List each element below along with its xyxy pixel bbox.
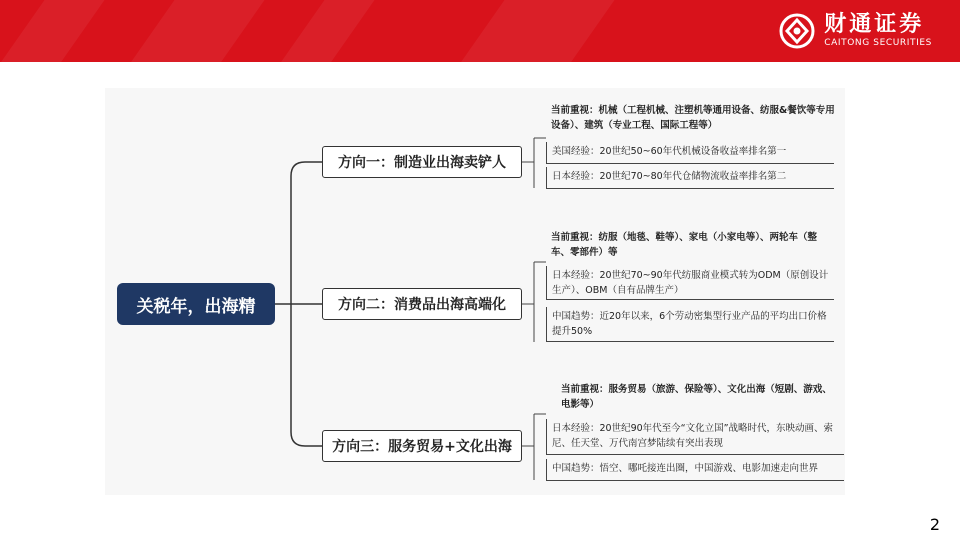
branch-1-focus: 当前重视：机械（工程机械、注塑机等通用设备、纺服&餐饮等专用设备）、建筑（专业工程、国际工程等） — [551, 105, 835, 131]
branch-3-note-1: 日本经验：20世纪90年代至今“文化立国”战略时代，东映动画、索尼、任天堂、万代南宫梦陆续有突出表现 — [546, 419, 844, 455]
branch-1-note-1: 美国经验：20世纪50~60年代机械设备收益率排名第一 — [546, 142, 834, 164]
branch-2-note-2: 中国趋势：近20年以来，6个劳动密集型行业产品的平均出口价格提升50% — [546, 307, 834, 342]
mindmap-root: 关税年，出海精 — [117, 283, 275, 325]
branch-1-note-2: 日本经验：20世纪70~80年代仓储物流收益率排名第二 — [546, 167, 834, 189]
logo-name-cn: 财通证券 — [824, 12, 925, 37]
branch-3-focus: 当前重视：服务贸易（旅游、保险等）、文化出海（短剧、游戏、电影等） — [561, 384, 832, 410]
page-number: 2 — [929, 515, 940, 534]
branch-3-note-2: 中国趋势：悟空、哪吒接连出圈，中国游戏、电影加速走向世界 — [546, 459, 844, 481]
logo-name-en: CAITONG SECURITIES — [824, 38, 932, 48]
branch-title-2: 方向二：消费品出海高端化 — [322, 288, 522, 320]
branch-title-3: 方向三：服务贸易+文化出海 — [322, 430, 522, 462]
branch-2-note-1: 日本经验：20世纪70~90年代纺服商业模式转为ODM（原创设计生产）、OBM（自有品牌生产） — [546, 266, 834, 300]
branch-2-focus: 当前重视：纺服（地毯、鞋等）、家电（小家电等）、两轮车（整车、零部件）等 — [551, 232, 818, 258]
branch-title-1: 方向一：制造业出海卖铲人 — [322, 146, 522, 178]
